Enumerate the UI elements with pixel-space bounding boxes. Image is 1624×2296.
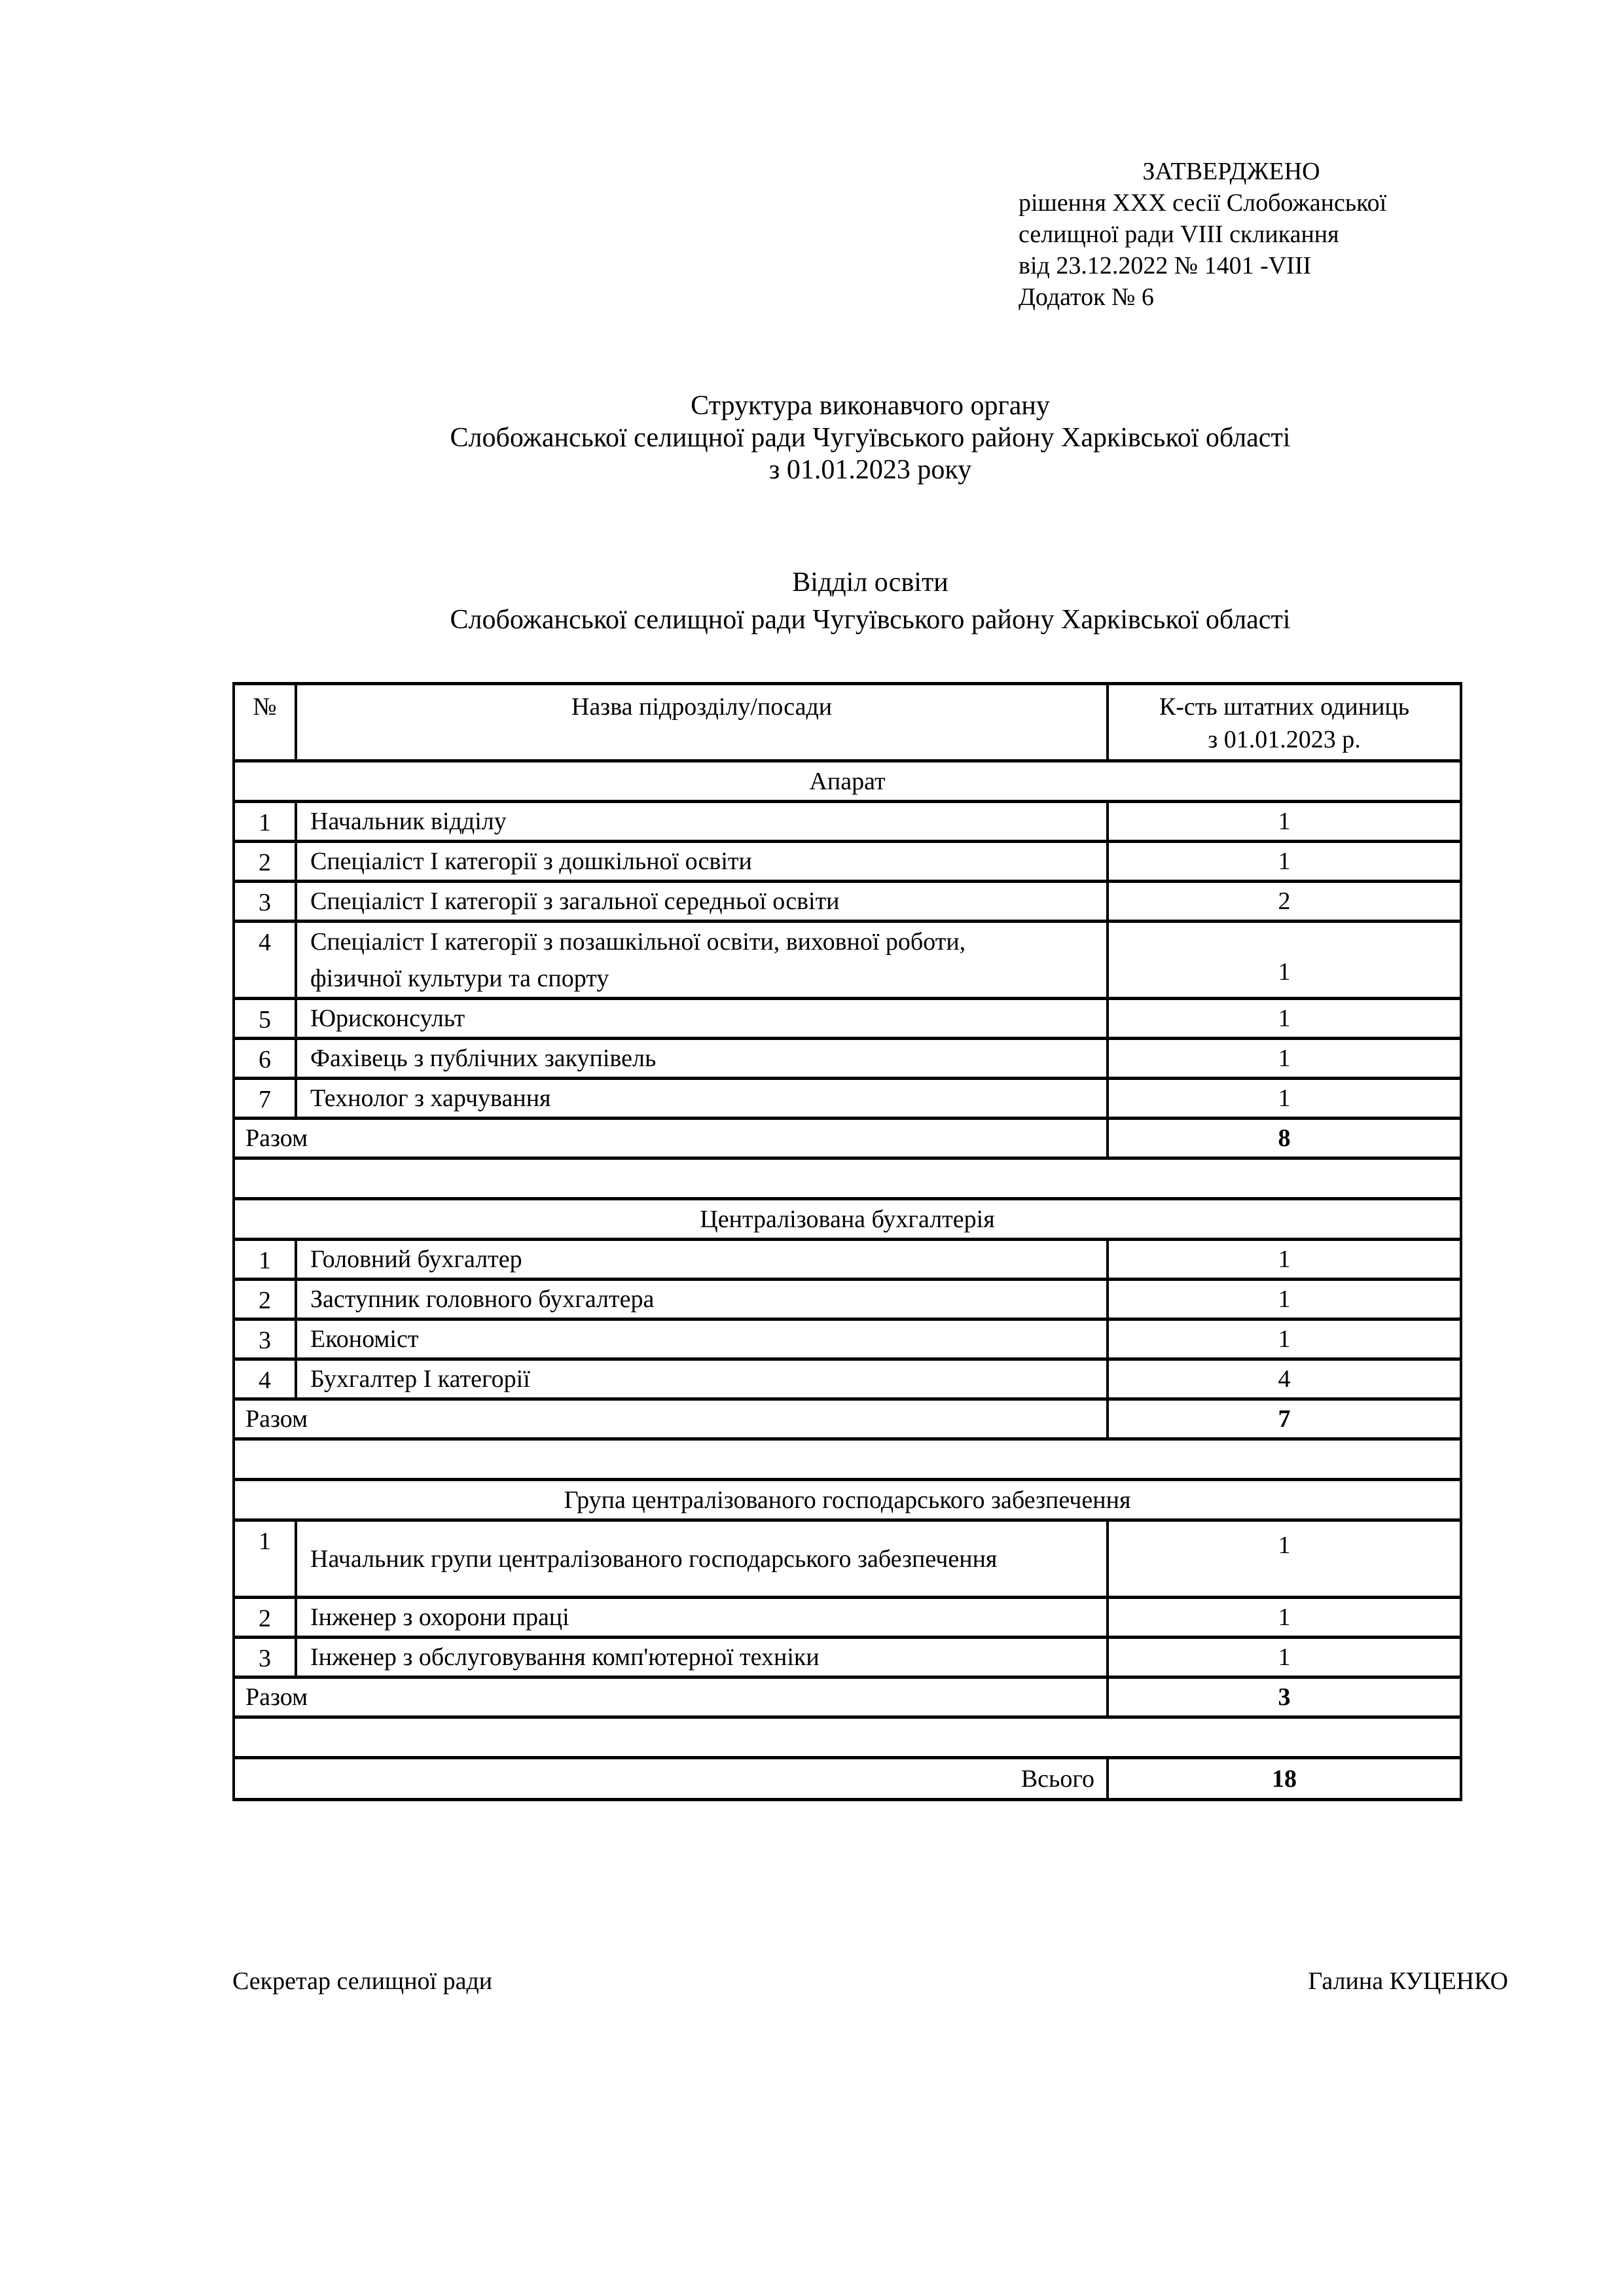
header-name-cell: Назва підрозділу/посади: [296, 684, 1108, 761]
subtitle-line-1: Відділ освіти: [792, 567, 948, 598]
row-name-cell: [296, 922, 1108, 999]
table-row: [234, 1638, 1461, 1677]
total-value-cell: 7: [1108, 1399, 1461, 1439]
table-row: [234, 1319, 1461, 1359]
table-row: [234, 1359, 1461, 1399]
grand-total-value-cell: 18: [1108, 1758, 1461, 1800]
row-name-text: Спеціаліст I категорії з позашкільної освіти, виховної роботи, фізичної культури та спорту: [310, 927, 966, 992]
table-row: [234, 1598, 1461, 1638]
empty-cell: [234, 1717, 1461, 1758]
table-row: [234, 882, 1461, 922]
table-row: [234, 1280, 1461, 1319]
section-title-row: [234, 761, 1461, 802]
row-name-cell: Заступник головного бухгалтера: [296, 1280, 1108, 1319]
total-value-cell: 3: [1108, 1677, 1461, 1717]
row-count-cell: 1: [1108, 1638, 1461, 1677]
row-count-cell: 1: [1108, 1240, 1461, 1280]
row-number-cell: 3: [234, 882, 296, 922]
approval-line-date-number: від 23.12.2022 № 1401 -VIII: [1019, 252, 1312, 279]
total-value-cell: 8: [1108, 1119, 1461, 1158]
signature-position: Секретар селищної ради: [232, 1967, 493, 1995]
empty-row: [234, 1158, 1461, 1199]
staff-structure-table: [232, 682, 1462, 1801]
section-title-cell: Апарат: [234, 761, 1461, 802]
row-count-cell: 1: [1108, 1079, 1461, 1119]
header-count-line-1: К-сть штатних одиниць: [1159, 693, 1410, 721]
row-number-cell: 3: [234, 1638, 296, 1677]
total-label-cell: Разом: [234, 1399, 1108, 1439]
total-label-cell: Разом: [234, 1677, 1108, 1717]
table-row: [234, 1520, 1461, 1598]
row-number-cell: 5: [234, 999, 296, 1039]
approval-block: [1019, 156, 1444, 313]
row-name-cell: Спеціаліст I категорії з дошкільної освіти: [296, 842, 1108, 882]
table-row: [234, 1079, 1461, 1119]
row-name-cell: Інженер з охорони праці: [296, 1598, 1108, 1638]
row-number-cell: 4: [234, 922, 296, 999]
approval-line-decision: рішення XXX сесії Слобожанської: [1019, 189, 1387, 217]
row-number-cell: 6: [234, 1039, 296, 1079]
empty-row: [234, 1717, 1461, 1758]
title-line-2: Слобожанської селищної ради Чугуївського району Харківської області: [450, 423, 1291, 453]
title-line-3: з 01.01.2023 року: [768, 455, 972, 485]
document-title: [232, 390, 1508, 486]
table-row: [234, 999, 1461, 1039]
document-subtitle: [232, 564, 1508, 639]
row-number-cell: 1: [234, 802, 296, 842]
row-number-cell: 1: [234, 1240, 296, 1280]
row-number-cell: 1: [234, 1520, 296, 1598]
section-total-row: [234, 1677, 1461, 1717]
section-title-row: [234, 1480, 1461, 1520]
section-total-row: [234, 1119, 1461, 1158]
row-count-cell: 1: [1108, 922, 1461, 999]
empty-cell: [234, 1439, 1461, 1480]
table-row: [234, 1240, 1461, 1280]
table-row: [234, 802, 1461, 842]
approval-line-council: селищної ради VIII скликання: [1019, 221, 1339, 248]
row-number-cell: 3: [234, 1319, 296, 1359]
section-title-row: [234, 1199, 1461, 1240]
row-count-cell: 1: [1108, 1280, 1461, 1319]
section-title-cell: Група централізованого господарського забезпечення: [234, 1480, 1461, 1520]
row-name-cell: Спеціаліст I категорії з загальної середньої освіти: [296, 882, 1108, 922]
row-name-cell: [296, 1520, 1108, 1598]
row-count-cell: 4: [1108, 1359, 1461, 1399]
header-count-cell: [1108, 684, 1461, 761]
row-number-cell: 2: [234, 1280, 296, 1319]
header-count-line-2: з 01.01.2023 р.: [1208, 726, 1361, 753]
signature-name: Галина КУЦЕНКО: [1308, 1967, 1508, 1995]
section-title-cell: Централізована бухгалтерія: [234, 1199, 1461, 1240]
signature-block: [232, 1965, 1508, 1997]
row-count-cell: 1: [1108, 999, 1461, 1039]
row-name-cell: Технолог з харчування: [296, 1079, 1108, 1119]
table-header-row: [234, 684, 1461, 761]
grand-total-label-cell: Всього: [234, 1758, 1108, 1800]
row-name-cell: Бухгалтер I категорії: [296, 1359, 1108, 1399]
row-number-cell: 2: [234, 1598, 296, 1638]
total-label-cell: Разом: [234, 1119, 1108, 1158]
row-name-text: Начальник групи централізованого господарського забезпечення: [310, 1545, 998, 1573]
row-number-cell: 2: [234, 842, 296, 882]
row-name-cell: Інженер з обслуговування комп'ютерної техніки: [296, 1638, 1108, 1677]
row-number-cell: 7: [234, 1079, 296, 1119]
table-row: [234, 922, 1461, 999]
empty-row: [234, 1439, 1461, 1480]
section-total-row: [234, 1399, 1461, 1439]
subtitle-line-2: Слобожанської селищної ради Чугуївського району Харківської області: [450, 605, 1291, 635]
row-count-cell: 1: [1108, 1520, 1461, 1598]
approval-line-annex: Додаток № 6: [1019, 283, 1154, 311]
approval-line-approved: ЗАТВЕРДЖЕНО: [1142, 158, 1320, 185]
grand-total-row: [234, 1758, 1461, 1800]
row-count-cell: 2: [1108, 882, 1461, 922]
header-number-cell: №: [234, 684, 296, 761]
row-name-cell: Головний бухгалтер: [296, 1240, 1108, 1280]
title-line-1: Структура виконавчого органу: [691, 391, 1050, 421]
table-row: [234, 842, 1461, 882]
row-count-cell: 1: [1108, 842, 1461, 882]
table-row: [234, 1039, 1461, 1079]
row-name-cell: Начальник відділу: [296, 802, 1108, 842]
row-count-cell: 1: [1108, 802, 1461, 842]
row-number-cell: 4: [234, 1359, 296, 1399]
empty-cell: [234, 1158, 1461, 1199]
row-name-cell: Економіст: [296, 1319, 1108, 1359]
row-name-cell: Юрисконсульт: [296, 999, 1108, 1039]
row-count-cell: 1: [1108, 1319, 1461, 1359]
row-name-cell: Фахівець з публічних закупівель: [296, 1039, 1108, 1079]
row-count-cell: 1: [1108, 1039, 1461, 1079]
row-count-cell: 1: [1108, 1598, 1461, 1638]
